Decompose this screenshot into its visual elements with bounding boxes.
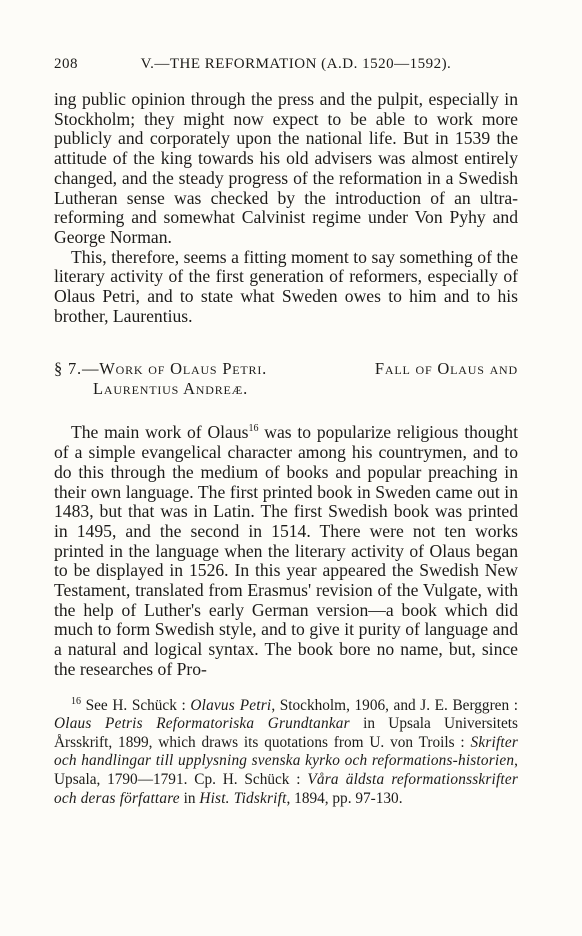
paragraph-rest: was to popularize religious thought of a simple evangelical character among his countrymen, and to do this through the medium of books and popular preaching in their own language. The first printed book in Sweden came out in 1483, but that was in Latin. The first Swedish book was printed in 1495, and the second in 1514. There were not ten works printed in the language when the literary activity of Olaus began to be displayed in 1526. In this year appeared the Swedish New Testament, translated from Erasmus' revision of the Vulgate, with the help of Luther's early German version—a book which did much to form Swedish style, and to give it purity of language and a natural and logical syntax. The book bore no name, but, since the researches of Pro- (54, 422, 518, 679)
footnote-text: See H. Schück : (81, 696, 191, 714)
running-head (54, 56, 518, 78)
footnote-title: Olaus Petris Reformatoriska Grundtankar (54, 715, 350, 733)
book-page (54, 56, 518, 808)
footnote-text: , Stockholm, 1906, and J. E. Berggren : (271, 696, 518, 714)
opening-text (54, 90, 518, 326)
footnote-text: , 1894, pp. 97-130. (286, 789, 403, 807)
footnote (54, 697, 518, 809)
paragraph-continued: ing public opinion through the press and the pulpit, especially in Stockholm; they might now expect to be able to work more publicly and corporately upon the national life. But in 1539 the attitude of the king towards his old advisers was almost entirely changed, and the steady progress of the reformation in a Swedish Lutheran sense was checked by the introduction of an ultra-reforming and somewhat Calvinist regime under Von Pyhy and George Norman. (54, 89, 518, 247)
paragraph: This, therefore, seems a fitting moment to say something of the literary activity of the first generation of reformers, especially of Olaus Petri, and to state what Sweden owes to him and to his brother, Laurentius. (54, 246, 518, 326)
footnote-title: Olavus Petri (190, 696, 272, 714)
footnote-number: 16 (71, 695, 81, 707)
running-head-title: V.—THE REFORMATION (A.D. 1520—1592). (140, 56, 452, 72)
footnote-title: Hist. Tidskrift (199, 789, 287, 807)
section-title-part1: § 7.—Work of Olaus Petri. (54, 359, 268, 379)
footnote-reference: 16 (248, 423, 259, 435)
footnote-text: , Upsala, 1790—1791. Cp. H. Schück : (54, 752, 518, 788)
footnote-title: Skrifter och handlingar till upplysning svenska kyrko och reformations-historien (54, 733, 518, 770)
footnote-text: in (179, 789, 200, 807)
paragraph (54, 423, 518, 679)
footnotes (54, 697, 518, 809)
section-title-part2: Fall of Olaus and (374, 359, 518, 379)
section-body (54, 423, 518, 679)
section-title-line2: Laurentius Andreæ. (93, 379, 249, 399)
section-heading (54, 359, 518, 399)
footnote-title: Våra äldsta reformationsskrifter och deras författare (54, 770, 519, 807)
page-number: 208 (54, 56, 78, 72)
footnote-text: in Upsala Universitets Årsskrift, 1899, which draws its quotations from U. von Troils : (54, 715, 518, 751)
paragraph-start: The main work of Olaus (71, 422, 249, 443)
